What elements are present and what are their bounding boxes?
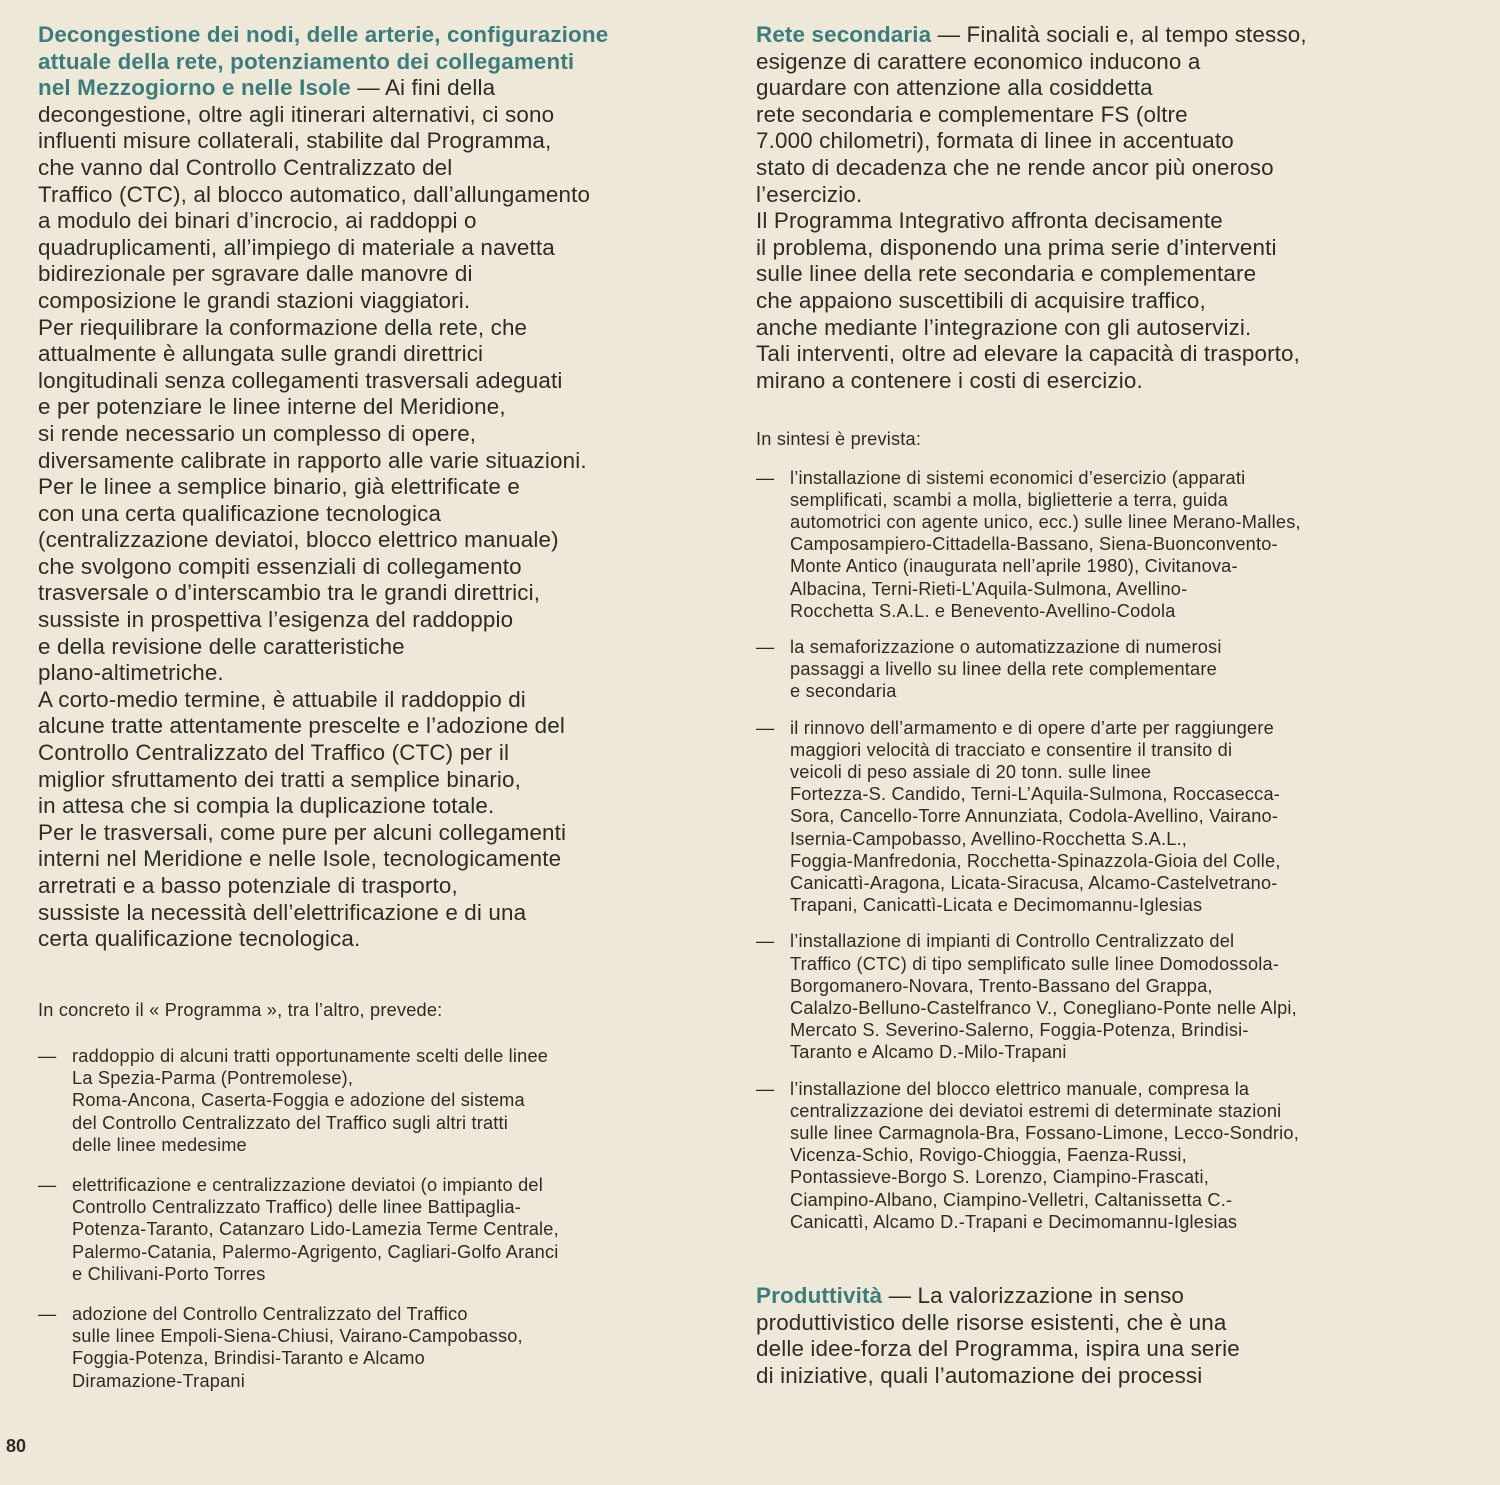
- body-line: stato di decadenza che ne rende ancor più oneroso: [756, 154, 1274, 180]
- body-line: Tali interventi, oltre ad elevare la capacità di trasporto,: [756, 341, 1301, 367]
- prod-intro-text: La valorizzazione in senso: [911, 1283, 1185, 1309]
- list-dash: —: [756, 636, 775, 657]
- body-line: quadruplicamenti, all’impiego di materiale a navetta: [38, 234, 555, 260]
- list-item: [756, 1078, 1456, 1233]
- list-item-line: e Chilivani-Porto Torres: [72, 1263, 266, 1284]
- list-item-line: maggiori velocità di tracciato e consentire il transito di: [790, 739, 1233, 760]
- body-line: Per le linee a semplice binario, già elettrificate e: [38, 474, 520, 500]
- list-item-line: Canicattì, Alcamo D.-Trapani e Decimomannu-Iglesias: [790, 1211, 1238, 1232]
- list-item-line: Camposampiero-Cittadella-Bassano, Siena-Buonconvento-: [790, 534, 1278, 555]
- list-item-line: Foggia-Manfredonia, Rocchetta-Spinazzola-Gioia del Colle,: [790, 850, 1281, 871]
- body-line: a modulo dei binari d’incrocio, ai raddoppi o: [38, 208, 477, 234]
- list-item-line: passaggi a livello su linee della rete complementare: [790, 659, 1217, 680]
- list-item-line: Trapani, Canicattì-Licata e Decimomannu-Iglesias: [790, 895, 1203, 916]
- list-dash: —: [756, 931, 775, 952]
- list-item-line: Borgomanero-Novara, Trento-Bassano del Grappa,: [790, 975, 1213, 996]
- list-dash: —: [38, 1175, 57, 1195]
- body-line: esigenze di carattere economico inducono a: [756, 48, 1201, 74]
- list-dash: —: [38, 1045, 57, 1066]
- list-item: [756, 717, 1456, 917]
- right-intro-text: Finalità sociali e, al tempo stesso,: [960, 22, 1307, 47]
- list-item-line: Foggia-Potenza, Brindisi-Taranto e Alcamo: [72, 1348, 425, 1369]
- page-number: 80: [6, 1436, 27, 1456]
- list-item-line: Isernia-Campobasso, Avellino-Rocchetta S.A.L.,: [790, 828, 1188, 849]
- left-column: [38, 22, 698, 1392]
- list-dash: —: [756, 1078, 775, 1099]
- list-item-line: Traffico (CTC) di tipo semplificato sulle linee Domodossola-: [790, 953, 1280, 974]
- body-line: interni nel Meridione e nelle Isole, tecnologicamente: [38, 846, 562, 872]
- body-line: decongestione, oltre agli itinerari alternativi, ci sono: [38, 101, 555, 127]
- right-list-section: [756, 428, 1456, 1233]
- body-line: Traffico (CTC), al blocco automatico, dall’allungamento: [38, 181, 591, 207]
- body-line: influenti misure collaterali, stabilite dal Programma,: [38, 128, 552, 154]
- list-item: [756, 636, 1456, 703]
- body-line: diversamente calibrate in rapporto alle varie situazioni.: [38, 447, 587, 473]
- list-item-line: delle linee medesime: [72, 1134, 247, 1155]
- left-heading-line: attuale della rete, potenziamento dei collegamenti: [38, 48, 575, 74]
- left-heading-line: nel Mezzogiorno e nelle Isole: [38, 75, 351, 101]
- body-line: si rende necessario un complesso di opere,: [38, 420, 477, 446]
- body-line: e della revisione delle caratteristiche: [38, 633, 405, 659]
- list-item-line: l’installazione di sistemi economici d’esercizio (apparati: [790, 467, 1246, 488]
- list-item-line: sulle linee Carmagnola-Bra, Fossano-Limone, Lecco-Sondrio,: [790, 1123, 1299, 1143]
- right-section-rete-secondaria: [756, 22, 1456, 394]
- list-item-line: Ciampino-Albano, Ciampino-Velletri, Caltanissetta C.-: [790, 1189, 1233, 1210]
- body-line: bidirezionale per sgravare dalle manovre di: [38, 261, 473, 287]
- body-line: trasversale o d’interscambio tra le grandi direttrici,: [38, 580, 541, 606]
- list-dash: —: [38, 1304, 57, 1325]
- body-line: sussiste in prospettiva l’esigenza del raddoppio: [38, 607, 514, 633]
- body-line: guardare con attenzione alla cosiddetta: [756, 75, 1153, 101]
- body-line: attualmente è allungata sulle grandi direttrici: [38, 341, 484, 367]
- left-list-intro: In concreto il « Programma », tra l’altro, prevede:: [38, 999, 443, 1020]
- list-item-line: l’installazione del blocco elettrico manuale, compresa la: [790, 1078, 1250, 1099]
- right-body-text: [756, 49, 1456, 395]
- prod-heading: Produttività: [756, 1283, 883, 1309]
- body-line: Per le trasversali, come pure per alcuni collegamenti: [38, 819, 567, 845]
- body-line: 7.000 chilometri), formata di linee in accentuato: [756, 128, 1234, 154]
- em-dash: —: [357, 75, 380, 101]
- left-body-text: [38, 102, 698, 953]
- body-line: longitudinali senza collegamenti trasversali adeguati: [38, 367, 563, 393]
- list-item-line: l’installazione di impianti di Controllo Centralizzato del: [790, 931, 1235, 952]
- list-item-line: Roma-Ancona, Caserta-Foggia e adozione del sistema: [72, 1090, 525, 1111]
- body-line: in attesa che si compia la duplicazione totale.: [38, 793, 495, 819]
- body-line: miglior sfruttamento dei tratti a semplice binario,: [38, 766, 522, 792]
- list-dash: —: [756, 717, 775, 738]
- list-item: [38, 1045, 698, 1156]
- list-item-line: Sora, Cancello-Torre Annunziata, Codola-Avellino, Vairano-: [790, 806, 1279, 827]
- left-heading-line: Decongestione dei nodi, delle arterie, configurazione: [38, 22, 609, 47]
- body-line: produttivistico delle risorse esistenti, che è una: [756, 1309, 1227, 1335]
- right-list: [756, 467, 1456, 1234]
- body-line: rete secondaria e complementare FS (oltre: [756, 101, 1188, 127]
- list-item: [756, 930, 1456, 1063]
- list-item-line: Controllo Centralizzato Traffico) delle linee Battipaglia-: [72, 1197, 521, 1218]
- list-item: [756, 467, 1456, 622]
- list-item-line: Vicenza-Schio, Rovigo-Chioggia, Faenza-Russi,: [790, 1145, 1187, 1166]
- body-line: sussiste la necessità dell’elettrificazione e di una: [38, 899, 527, 925]
- list-item: [38, 1174, 698, 1285]
- list-item-line: Taranto e Alcamo D.-Milo-Trapani: [790, 1042, 1067, 1063]
- list-item-line: Potenza-Taranto, Catanzaro Lido-Lamezia Terme Centrale,: [72, 1219, 559, 1240]
- body-line: Per riequilibrare la conformazione della rete, che: [38, 314, 528, 340]
- list-item-line: il rinnovo dell’armamento e di opere d’arte per raggiungere: [790, 717, 1274, 738]
- prod-heading-intro-line: [756, 1283, 1456, 1310]
- em-dash: —: [937, 22, 961, 47]
- right-heading-intro-line: [756, 22, 1456, 49]
- body-line: delle idee-forza del Programma, ispira una serie: [756, 1336, 1240, 1362]
- em-dash: —: [888, 1283, 912, 1309]
- list-item-line: Calalzo-Belluno-Castelfranco V., Conegliano-Ponte nelle Alpi,: [790, 997, 1297, 1018]
- body-line: sulle linee della rete secondaria e complementare: [756, 261, 1257, 287]
- body-line: il problema, disponendo una prima serie d’interventi: [756, 234, 1277, 260]
- body-line: anche mediante l’integrazione con gli autoservizi.: [756, 314, 1252, 340]
- list-dash: —: [756, 467, 775, 488]
- body-line: alcune tratte attentamente prescelte e l’adozione del: [38, 713, 566, 739]
- list-item-line: veicoli di peso assiale di 20 tonn. sulle linee: [790, 761, 1152, 782]
- body-line: che appaiono suscettibili di acquisire traffico,: [756, 287, 1206, 313]
- list-item-line: Fortezza-S. Candido, Terni-L’Aquila-Sulmona, Roccasecca-: [790, 784, 1281, 805]
- left-intro-text: Ai fini della: [379, 75, 496, 101]
- body-line: A corto-medio termine, è attuabile il raddoppio di: [38, 686, 526, 712]
- body-line: che vanno dal Controllo Centralizzato del: [38, 154, 453, 180]
- list-item-line: Canicattì-Aragona, Licata-Siracusa, Alcamo-Castelvetrano-: [790, 872, 1278, 893]
- body-line: Il Programma Integrativo affronta decisamente: [756, 208, 1223, 234]
- list-item-line: Monte Antico (inaugurata nell’aprile 1980), Civitanova-: [790, 556, 1238, 577]
- list-item-line: Pontassieve-Borgo S. Lorenzo, Ciampino-Frascati,: [790, 1167, 1210, 1188]
- list-item-line: Diramazione-Trapani: [72, 1370, 245, 1391]
- body-line: di iniziative, quali l’automazione dei processi: [756, 1362, 1203, 1388]
- right-list-intro: In sintesi è prevista:: [756, 429, 922, 450]
- list-item-line: adozione del Controllo Centralizzato del Traffico: [72, 1304, 468, 1325]
- list-item-line: la semaforizzazione o automatizzazione di numerosi: [790, 636, 1222, 657]
- body-line: con una certa qualificazione tecnologica: [38, 500, 442, 526]
- list-item-line: Palermo-Catania, Palermo-Agrigento, Cagliari-Golfo Aranci: [72, 1241, 559, 1262]
- list-item-line: e secondaria: [790, 681, 897, 702]
- body-line: (centralizzazione deviatoi, blocco elettrico manuale): [38, 527, 559, 553]
- list-item-line: La Spezia-Parma (Pontremolese),: [72, 1068, 354, 1089]
- list-item-line: centralizzazione dei deviatoi estremi di determinate stazioni: [790, 1100, 1282, 1121]
- list-item-line: del Controllo Centralizzato del Traffico sugli altri tratti: [72, 1112, 509, 1133]
- body-line: composizione le grandi stazioni viaggiatori.: [38, 287, 471, 313]
- body-line: e per potenziare le linee interne del Meridione,: [38, 394, 506, 420]
- body-line: arretrati e a basso potenziale di trasporto,: [38, 873, 458, 898]
- list-item-line: raddoppio di alcuni tratti opportunamente scelti delle linee: [72, 1045, 549, 1066]
- body-line: Controllo Centralizzato del Traffico (CTC) per il: [38, 740, 510, 766]
- left-heading-intro-line: [38, 75, 698, 102]
- body-line: che svolgono compiti essenziali di collegamento: [38, 553, 522, 579]
- list-item-line: semplificati, scambi a molla, biglietterie a terra, guida: [790, 489, 1228, 510]
- left-section-decongestione: [38, 22, 698, 953]
- body-line: mirano a contenere i costi di esercizio.: [756, 367, 1143, 393]
- right-section-produttivita: [756, 1283, 1456, 1389]
- list-item-line: sulle linee Empoli-Siena-Chiusi, Vairano-Campobasso,: [72, 1326, 523, 1347]
- body-line: certa qualificazione tecnologica.: [38, 926, 361, 952]
- list-item-line: Mercato S. Severino-Salerno, Foggia-Potenza, Brindisi-: [790, 1020, 1249, 1041]
- list-item-line: elettrificazione e centralizzazione deviatoi (o impianto del: [72, 1175, 543, 1195]
- list-item: [38, 1303, 698, 1392]
- right-column: [756, 22, 1456, 1389]
- list-item-line: Albacina, Terni-Rieti-L’Aquila-Sulmona, Avellino-: [790, 578, 1188, 599]
- list-item-line: automotrici con agente unico, ecc.) sulle linee Merano-Malles,: [790, 511, 1301, 532]
- list-item-line: Rocchetta S.A.L. e Benevento-Avellino-Codola: [790, 600, 1176, 621]
- body-line: plano-altimetriche.: [38, 660, 224, 686]
- body-line: l’esercizio.: [756, 181, 863, 207]
- left-list: [38, 1045, 698, 1392]
- left-list-section: [38, 999, 698, 1392]
- prod-body-text: [756, 1310, 1456, 1390]
- right-heading: Rete secondaria: [756, 22, 932, 47]
